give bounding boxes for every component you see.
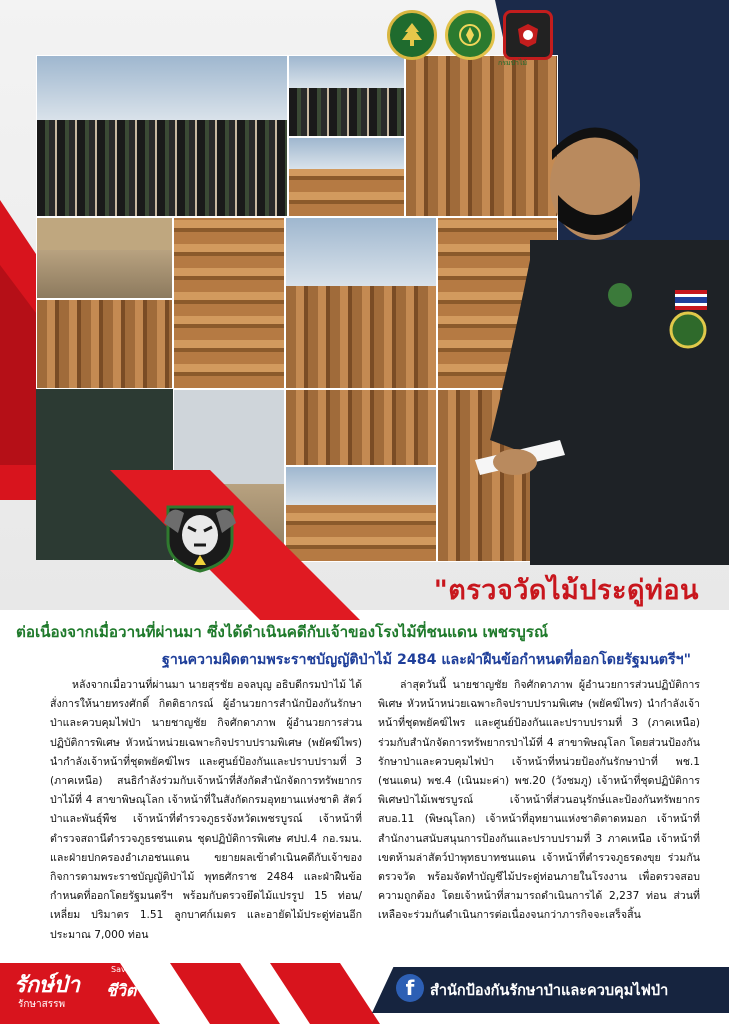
tiger-unit-badge [160, 493, 240, 573]
brand-save: Save [111, 965, 131, 974]
brand-chiwit: ชีวิต [106, 981, 137, 1000]
photo-measuring-logs [285, 217, 437, 389]
facebook-icon[interactable]: f [396, 974, 424, 1002]
headline: "ตรวจวัดไม้ประดู่ท่อน [433, 575, 699, 606]
photo-officer-kneeling [285, 466, 437, 562]
subheadline-blue: ฐานความผิดตามพระราชบัญญัติป่าไม้ 2484 และฝ่าฝืนข้อกำหนดที่ออกโดยรัฐมนตรีฯ" [162, 652, 691, 668]
photo-soldiers-logs [285, 389, 437, 466]
photo-officer-inspecting [36, 299, 173, 389]
article-paragraph-left: หลังจากเมื่อวานที่ผ่านมา นายสุรชัย อจลบุญ อธิบดีกรมป่าไม้ ได้สั่งการให้นายทรงศักดิ์ กิตติธากรณ์ ผู้อำนวยการสำนักป้องกันรักษาป่าและควบคุมไฟป่า นายชาญชัย กิจศักดาภาพ ผู้อำนวยการส่วนปฏิบัติการพิเศษ หัวหน้าหน่วยเฉพาะกิจปราบปรามพิเศษ (พยัคฆ์ไพร) นำกำลังเจ้าหน้าที่ชุดพยัคฆ์ไพร และศูนย์ป้องกันและปราบปรามที่ 3 (ภาคเหนือ) สนธิกำลังร่วมกับเจ้าหน้าที่สังกัดสำนักจัดการทรัพยากรป่าไม้ที่ 4 สาขาพิษณุโลก เจ้าหน้าที่ในสังกัดกรมอุทยานแห่งชาติ สัตว์ป่าและพันธุ์พืช เจ้าหน้าที่ตำรวจภูธรจังหวัดเพชรบูรณ์ เจ้าหน้าที่ตำรวจสถานีตำรวจภูธรชนแดน ชุดปฏิบัติการพิเศษ ศปป.4 กอ.รมน. และฝ่ายปกครองอำเภอชนแดน ขยายผลเข้าดำเนินคดีกับเจ้าของกิจการตามพระราชบัญญัติป่าไม้ พุทธศักราช 2484 และฝ่าฝืนข้อกำหนดที่ออกโดยรัฐมนตรีฯ พร้อมกับตรวจยึดไม้แปรรูป 15 ท่อน/เหลี่ยม ปริมาตร 1.51 ลูกบาศก์เมตร และอายัดไม้ประดู่ท่อนอีกประมาณ 7,000 ท่อน [50, 679, 362, 941]
royal-forest-department-emblem [387, 10, 437, 60]
article-paragraph-right: ล่าสุดวันนี้ นายชาญชัย กิจศักดาภาพ ผู้อำนวยการส่วนปฏิบัติการพิเศษ หัวหน้าหน่วยเฉพาะกิจปราบปรามพิเศษ (พยัคฆ์ไพร) นำกำลังเจ้าหน้าที่ชุดพยัคฆ์ไพร และศูนย์ป้องกันและปราบปรามที่ 3 (ภาคเหนือ) ร่วมกับสำนักจัดการทรัพยากรป่าไม้ที่ 4 สาขาพิษณุโลก โดยส่วนป้องกันรักษาป่าและควบคุมไฟป่า เจ้าหน้าที่หน่วยป้องกันรักษาป่าที่ พช.1 (ชนแดน) พช.4 (เนินมะค่า) พช.20 (วังชมภู) เจ้าหน้าที่ชุดปฏิบัติการพิเศษป่าไม้เพชรบูรณ์ เจ้าหน้าที่ส่วนอนุรักษ์และป้องกันทรัพยากร สบอ.11 (พิษณุโลก) เจ้าหน้าที่อุทยานแห่งชาติตาดหมอก เจ้าหน้าที่สำนักงานสนับสนุนการป้องกันและปราบปรามที่ 3 ภาคเหนือ เจ้าหน้าที่เขตห้ามล่าสัตว์ป่าพุทธบาทชนแดน เจ้าหน้าที่ตำรวจภูธรดงขุย ร่วมกันตรวจวัด พร้อมจัดทำบัญชีไม้ประดู่ท่อนภายในโรงงาน เพื่อตรวจสอบความถูกต้อง โดยเจ้าหน้าที่สามารถดำเนินการได้ 2,237 ท่อน ส่วนที่เหลือจะร่วมกันดำเนินการต่อเนื่องจนกว่าภารกิจจะเสร็จสิ้น [378, 679, 700, 922]
seal-caption: กรมป่าไม้ [498, 59, 528, 67]
brand-logo [8, 967, 148, 1015]
header-emblems [387, 6, 553, 64]
subheadline-green: ต่อเนื่องจากเมื่อวานที่ผ่านมา ซึ่งได้ดำเนินคดีกับเจ้าของโรงไม้ที่ชนแดน เพชรบูรณ์ [16, 623, 549, 641]
photo-excavator-site [36, 217, 173, 299]
photo-log-closeup [173, 217, 285, 389]
article-column-left [50, 676, 362, 945]
photo-team-briefing [288, 55, 405, 137]
brand-sub: รักษาสรรพ [18, 999, 66, 1010]
footer [0, 955, 729, 1024]
officer-figure [470, 110, 729, 565]
photo-officers-lineup [36, 55, 288, 217]
facebook-page-name[interactable]: สำนักป้องกันรักษาป่าและควบคุมไฟป่า [430, 983, 669, 999]
article-column-right [378, 676, 700, 926]
photo-log-yard [288, 137, 405, 217]
forest-protection-seal [445, 10, 495, 60]
brand-main: รักษ์ป่า [14, 973, 80, 998]
special-unit-patch [503, 10, 553, 60]
